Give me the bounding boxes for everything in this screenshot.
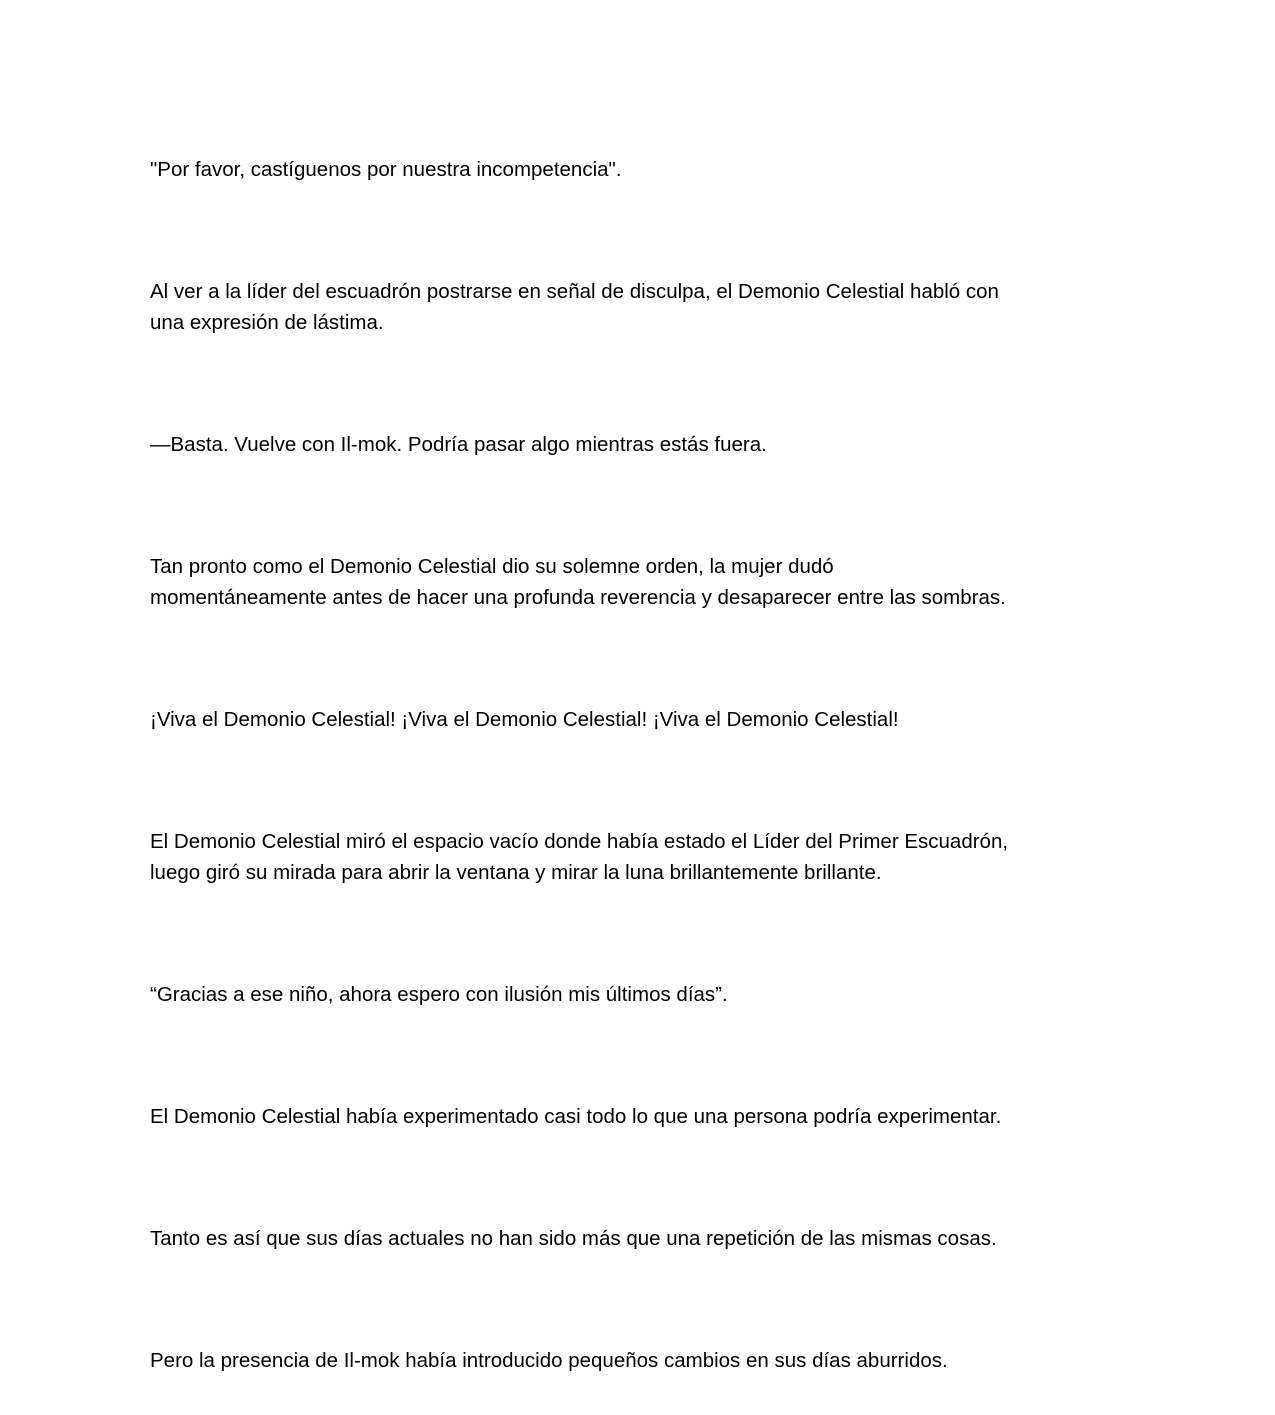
- paragraph-line: "Por favor, castíguenos por nuestra incompetencia".: [150, 158, 622, 181]
- paragraph-line: Pero la presencia de Il-mok había introducido pequeños cambios en sus días aburridos.: [150, 1349, 948, 1372]
- paragraph-experienced: [150, 1101, 1125, 1132]
- paragraph-line: El Demonio Celestial había experimentado casi todo lo que una persona podría experimentar.: [150, 1105, 1002, 1128]
- paragraph-cheer: [150, 704, 1125, 735]
- paragraph-line: El Demonio Celestial miró el espacio vacío donde había estado el Líder del Primer Escuadrón,: [150, 830, 1009, 853]
- paragraph-small-changes: [150, 1345, 1125, 1376]
- paragraph-squad-leader-apology: [150, 276, 1125, 338]
- paragraph-line: una expresión de lástima.: [150, 311, 384, 334]
- paragraph-plea: [150, 154, 1125, 185]
- paragraph-line: “Gracias a ese niño, ahora espero con ilusión mis últimos días”.: [150, 983, 728, 1006]
- paragraph-repetition: [150, 1223, 1125, 1254]
- paragraph-line: luego giró su mirada para abrir la ventana y mirar la luna brillantemente brillante.: [150, 861, 882, 884]
- paragraph-line: ¡Viva el Demonio Celestial! ¡Viva el Demonio Celestial! ¡Viva el Demonio Celestial!: [150, 708, 899, 731]
- paragraph-moon-gaze: [150, 826, 1125, 888]
- paragraph-line: momentáneamente antes de hacer una profunda reverencia y desaparecer entre las sombras.: [150, 586, 1006, 609]
- paragraph-line: Tan pronto como el Demonio Celestial dio su solemne orden, la mujer dudó: [150, 555, 834, 578]
- paragraph-quote-gratitude: [150, 979, 1125, 1010]
- paragraph-line: —Basta. Vuelve con Il-mok. Podría pasar algo mientras estás fuera.: [150, 433, 767, 456]
- paragraph-dialogue-enough: [150, 429, 1125, 460]
- paragraph-woman-departs: [150, 551, 1125, 613]
- paragraph-line: Tanto es así que sus días actuales no han sido más que una repetición de las mismas cosas.: [150, 1227, 997, 1250]
- paragraph-line: Al ver a la líder del escuadrón postrarse en señal de disculpa, el Demonio Celestial habló con: [150, 280, 999, 303]
